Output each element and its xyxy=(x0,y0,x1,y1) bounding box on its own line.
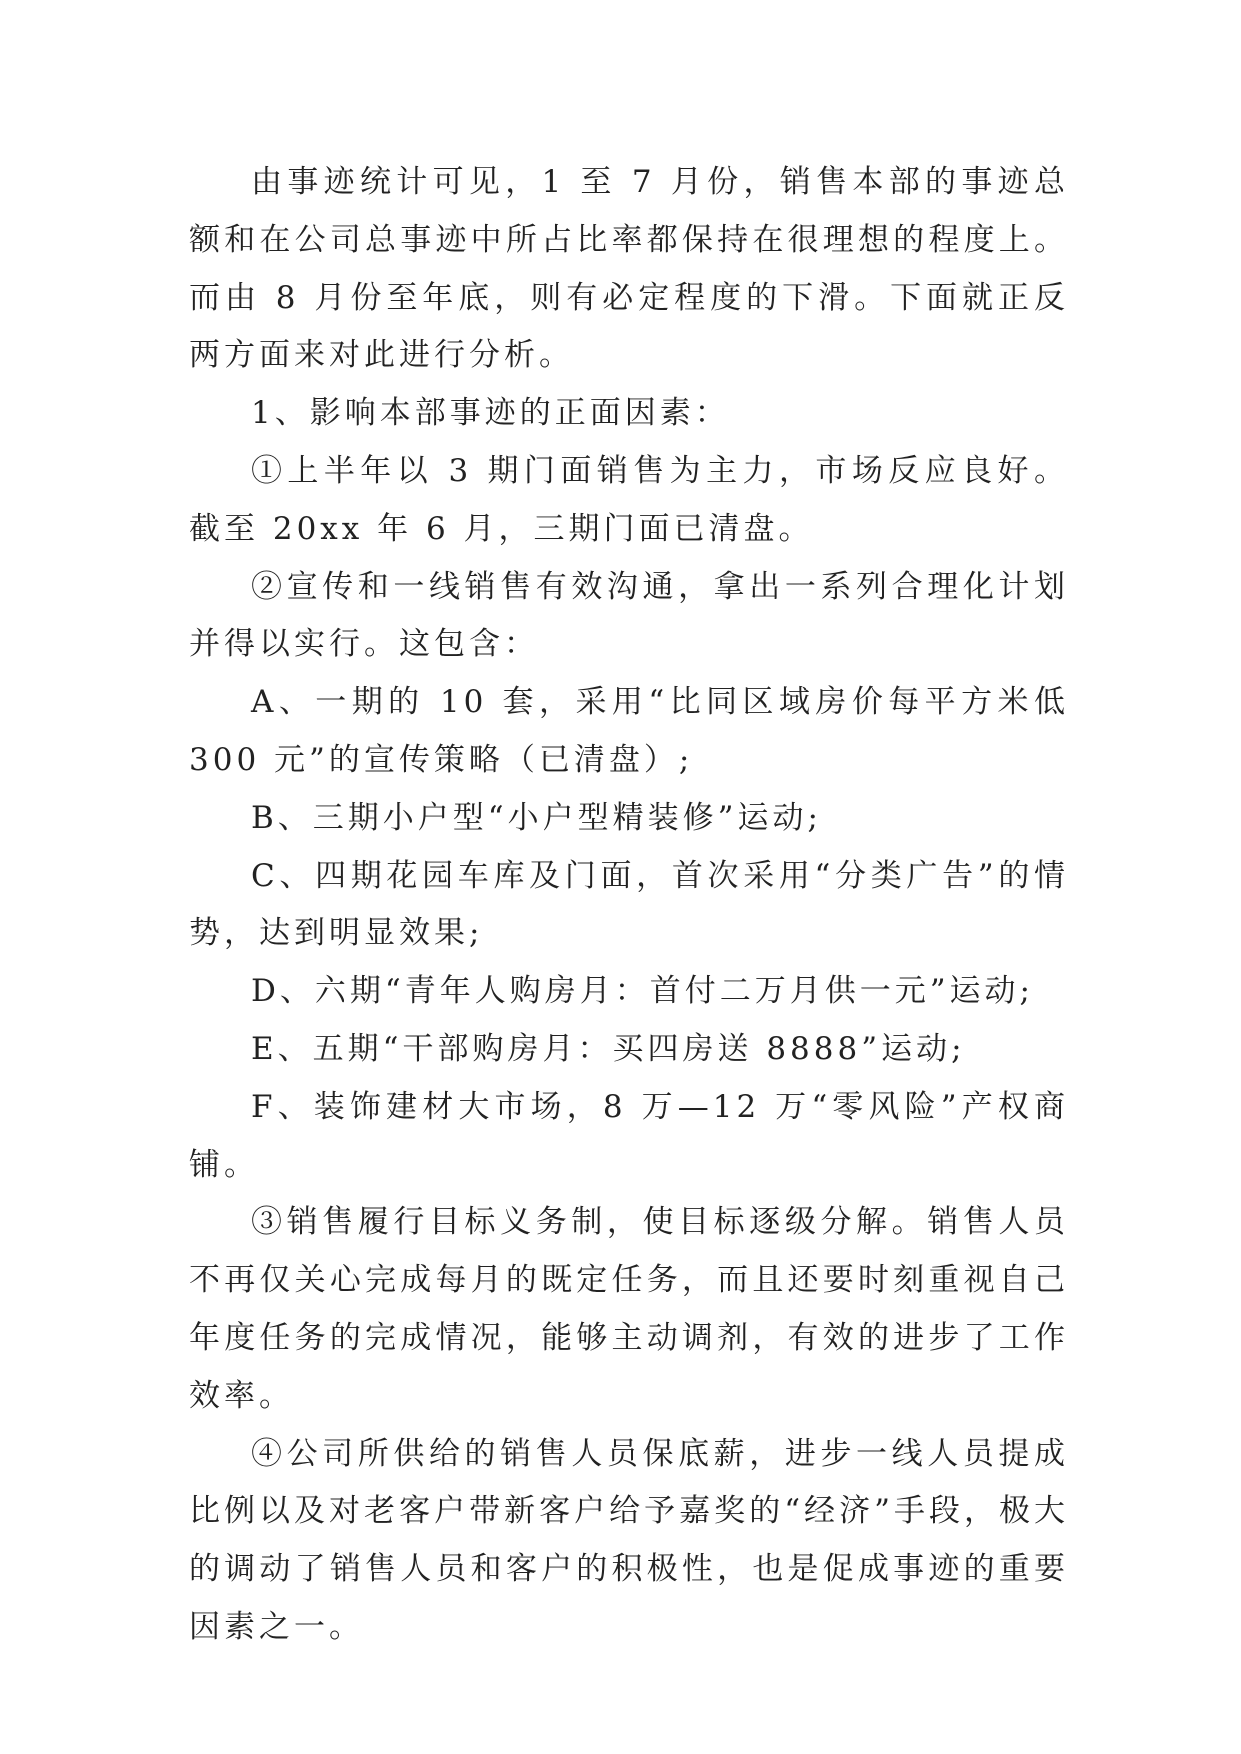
list-item-d: D、六期“青年人购房月：首付二万月供一元”运动; xyxy=(251,973,1034,1010)
paragraph-point-4: ④公司所供给的销售人员保底薪，进步一线人员提成比例以及对老客户带新客户给予嘉奖的“经济”手段，极大的调动了销售人员和客户的积极性，也是促成事迹的重要因素之一。 xyxy=(189,1435,1069,1645)
list-item-e: E、五期“干部购房月：买四房送 8888”运动; xyxy=(251,1030,966,1067)
list-item-c: C、四期花园车库及门面，首次采用“分类广告”的情势，达到明显效果; xyxy=(189,857,1069,952)
document-body xyxy=(189,154,1069,1657)
list-item-a: A、一期的 10 套，采用“比同区域房价每平方米低 300 元”的宣传策略（已清盘）; xyxy=(189,684,1069,778)
paragraph-point-3: ③销售履行目标义务制，使目标逐级分解。销售人员不再仅关心完成每月的既定任务，而且还要时刻重视自己年度任务的完成情况，能够主动调剂，有效的进步了工作效率。 xyxy=(189,1204,1069,1414)
paragraph-sales-summary: 由事迹统计可见，1 至 7 月份，销售本部的事迹总额和在公司总事迹中所占比率都保持在很理想的程度上。而由 8 月份至年底，则有必定程度的下滑。下面就正反两方面来对此进行分析。 xyxy=(189,164,1069,374)
list-item-f: F、装饰建材大市场，8 万—12 万“零风险”产权商铺。 xyxy=(189,1088,1069,1183)
section-heading-positive-factors: 1、影响本部事迹的正面因素： xyxy=(251,395,730,432)
list-item-b: B、三期小户型“小户型精装修”运动; xyxy=(251,799,822,836)
paragraph-point-2: ②宣传和一线销售有效沟通，拿出一系列合理化计划并得以实行。这包含： xyxy=(189,568,1069,663)
paragraph-point-1: ①上半年以 3 期门面销售为主力，市场反应良好。截至 20xx 年 6 月，三期门面已清盘。 xyxy=(189,452,1069,547)
